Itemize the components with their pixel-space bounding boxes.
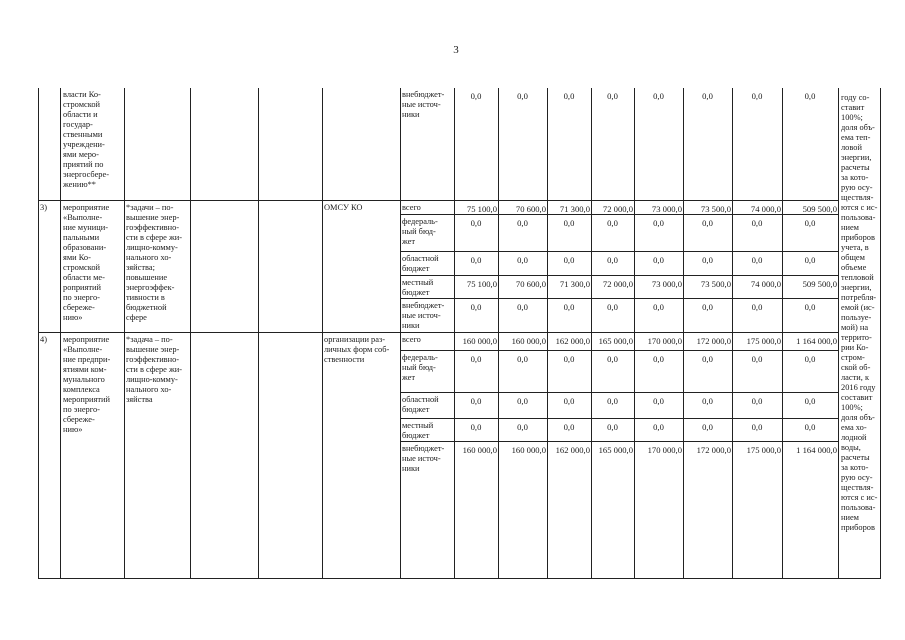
budget-value-cell: 165 000,0 — [598, 336, 633, 346]
budget-value-cell: 73 000,0 — [651, 279, 682, 289]
budget-value-cell: 0,0 — [517, 255, 528, 265]
budget-value-cell: 1 164 000,0 — [796, 336, 837, 346]
budget-value-cell: 162 000,0 — [555, 445, 590, 455]
budget-value-cell: 0,0 — [653, 396, 664, 406]
budget-value-cell: 0,0 — [751, 302, 763, 312]
row-number: 4) — [40, 335, 47, 344]
budget-value-cell: 175 000,0 — [746, 336, 781, 346]
budget-value-cell: 0,0 — [702, 354, 713, 364]
budget-value-cell: 160 000,0 — [462, 336, 497, 346]
budget-value-cell: 0,0 — [607, 218, 618, 228]
col-line — [190, 88, 191, 579]
col-line — [782, 88, 783, 579]
page-number: 3 — [453, 44, 459, 56]
budget-value-cell: 70 600,0 — [515, 204, 546, 214]
budget-value-cell: 509 500,0 — [802, 279, 837, 289]
col-line — [591, 88, 592, 579]
budget-value-cell: 0,0 — [563, 302, 575, 312]
subrow-line — [400, 298, 838, 299]
budget-value-cell: 0,0 — [607, 255, 618, 265]
budget-value-cell: 0,0 — [470, 354, 482, 364]
budget-value-cell: 0,0 — [470, 396, 482, 406]
source-label: внебюджет- ные источ- ники — [402, 301, 445, 330]
source-label: внебюджет- ные источ- ники — [402, 90, 445, 119]
measure-name: мероприятие «Выполне- ние предпри- ятиями ком- мунального комплекса мероприятий по энерго- сбереже- нию» — [63, 335, 111, 434]
budget-value-cell: 170 000,0 — [647, 445, 682, 455]
budget-value-cell: 175 000,0 — [746, 445, 781, 455]
budget-value-cell: 0,0 — [517, 302, 528, 312]
col-line — [838, 88, 839, 579]
budget-value-cell: 75 100,0 — [466, 204, 497, 214]
subrow-line — [400, 251, 838, 252]
row-line — [38, 332, 838, 333]
budget-value-cell: 0,0 — [563, 354, 575, 364]
measure-task: *задачи – по- вышение энер- гоэффективно- сти в сфере жи- лищно-комму- нального хо- зяйства; повышение энергоэффек- тивности в бюджетной сфере — [126, 203, 183, 322]
budget-value-cell: 0,0 — [607, 91, 618, 101]
budget-value-cell: 160 000,0 — [462, 445, 497, 455]
budget-value-cell: 0,0 — [751, 396, 763, 406]
budget-value-cell: 0,0 — [702, 91, 713, 101]
col-line — [454, 88, 455, 579]
source-label: местный бюджет — [402, 421, 434, 440]
budget-value-cell: 0,0 — [653, 91, 664, 101]
budget-value-cell: 0,0 — [804, 422, 816, 432]
budget-value-cell: 0,0 — [751, 255, 763, 265]
budget-value-cell: 0,0 — [804, 91, 816, 101]
subrow-line — [400, 214, 838, 215]
budget-value-cell: 73 000,0 — [651, 204, 682, 214]
budget-value-cell: 72 000,0 — [602, 279, 633, 289]
budget-value-cell: 0,0 — [751, 91, 763, 101]
budget-value-cell: 0,0 — [804, 218, 816, 228]
subrow-line — [400, 392, 838, 393]
executor: ОМСУ КО — [324, 203, 363, 212]
source-label: областной бюджет — [402, 254, 439, 273]
source-label: всего — [402, 335, 421, 344]
budget-value-cell: 0,0 — [563, 396, 575, 406]
source-label: федераль- ный бюд- жет — [402, 353, 438, 382]
budget-value-cell: 0,0 — [702, 218, 713, 228]
budget-value-cell: 0,0 — [804, 302, 816, 312]
budget-value-cell: 509 500,0 — [802, 204, 837, 214]
col-line — [547, 88, 548, 579]
result-indicator-text: году со- ставит 100%; доля объ- ема теп- ловой энергии, расчеты за кото- рую осу- ществля- ются с ис- пользова- нием приборов учета, в общем объеме тепловой энергии, потребля- емой (ис- пользуе- мой) на террито- рии Ко- стром- ской об- ласти, к 2016 году составит 100%; доля объ- ема хо- лодной воды, расчеты за кото- рую осу- ществля- ются с ис- пользова- нием приборов — [841, 93, 878, 532]
budget-value-cell: 0,0 — [470, 91, 482, 101]
source-label: федераль- ный бюд- жет — [402, 217, 438, 246]
col-line — [400, 88, 401, 579]
col-line — [60, 88, 61, 579]
source-label: местный бюджет — [402, 278, 434, 297]
col-line — [498, 88, 499, 579]
budget-table — [38, 88, 880, 579]
budget-value-cell: 0,0 — [563, 422, 575, 432]
row-line — [38, 578, 880, 579]
budget-value-cell: 172 000,0 — [696, 336, 731, 346]
col-line — [322, 88, 323, 579]
measure-task: *задача – по- вышение энер- гоэффективно- сти в сфере жи- лищно-комму- нального хо- зяйства — [126, 335, 183, 404]
budget-value-cell: 0,0 — [653, 302, 664, 312]
budget-value-cell: 0,0 — [517, 91, 528, 101]
row-number: 3) — [40, 203, 47, 212]
budget-value-cell: 73 500,0 — [700, 279, 731, 289]
budget-value-cell: 0,0 — [751, 354, 763, 364]
budget-value-cell: 1 164 000,0 — [796, 445, 837, 455]
budget-value-cell: 0,0 — [607, 302, 618, 312]
budget-value-cell: 0,0 — [751, 422, 763, 432]
budget-value-cell: 0,0 — [653, 255, 664, 265]
subrow-line — [400, 418, 838, 419]
col-line — [634, 88, 635, 579]
budget-value-cell: 0,0 — [804, 255, 816, 265]
subrow-line — [400, 350, 838, 351]
col-line — [880, 88, 881, 579]
budget-value-cell: 0,0 — [470, 422, 482, 432]
budget-value-cell: 0,0 — [607, 396, 618, 406]
budget-value-cell: 0,0 — [702, 396, 713, 406]
col-line — [732, 88, 733, 579]
budget-value-cell: 0,0 — [804, 354, 816, 364]
executor: организации раз- личных форм соб- ственности — [324, 335, 390, 364]
budget-value-cell: 160 000,0 — [511, 445, 546, 455]
budget-value-cell: 0,0 — [653, 422, 664, 432]
budget-value-cell: 0,0 — [470, 218, 482, 228]
source-label: всего — [402, 203, 421, 212]
budget-value-cell: 0,0 — [517, 422, 528, 432]
budget-value-cell: 0,0 — [607, 354, 618, 364]
budget-value-cell: 74 000,0 — [750, 279, 781, 289]
budget-value-cell: 0,0 — [563, 91, 575, 101]
measure-name: мероприятие «Выполне- ние муници- пальными образовани- ями Ко- стромской области ме- роприятий по энерго- сбереже- нию» — [63, 203, 110, 322]
budget-value-cell: 0,0 — [470, 302, 482, 312]
budget-value-cell: 0,0 — [702, 255, 713, 265]
budget-value-cell: 73 500,0 — [700, 204, 731, 214]
budget-value-cell: 72 000,0 — [602, 204, 633, 214]
source-label: областной бюджет — [402, 395, 439, 414]
budget-value-cell: 162 000,0 — [555, 336, 590, 346]
budget-value-cell: 0,0 — [653, 218, 664, 228]
budget-value-cell: 172 000,0 — [696, 445, 731, 455]
row-line — [38, 200, 838, 201]
budget-value-cell: 71 300,0 — [559, 279, 590, 289]
source-label: внебюджет- ные источ- ники — [402, 444, 445, 473]
budget-value-cell: 0,0 — [517, 354, 528, 364]
measure-name: власти Ко- стромской области и государ- ственными учреждени- ями меро- приятий по энергосбере- жению** — [63, 90, 109, 189]
subrow-line — [400, 275, 838, 276]
budget-value-cell: 0,0 — [517, 396, 528, 406]
budget-value-cell: 71 300,0 — [559, 204, 590, 214]
col-line — [38, 88, 39, 579]
col-line — [258, 88, 259, 579]
budget-value-cell: 0,0 — [563, 218, 575, 228]
budget-value-cell: 74 000,0 — [750, 204, 781, 214]
budget-value-cell: 0,0 — [702, 302, 713, 312]
budget-value-cell: 70 600,0 — [515, 279, 546, 289]
col-line — [683, 88, 684, 579]
budget-value-cell: 0,0 — [517, 218, 528, 228]
budget-value-cell: 160 000,0 — [511, 336, 546, 346]
budget-value-cell: 0,0 — [470, 255, 482, 265]
subrow-line — [400, 441, 838, 442]
budget-value-cell: 0,0 — [702, 422, 713, 432]
budget-value-cell: 170 000,0 — [647, 336, 682, 346]
budget-value-cell: 0,0 — [563, 255, 575, 265]
budget-value-cell: 0,0 — [653, 354, 664, 364]
budget-value-cell: 165 000,0 — [598, 445, 633, 455]
col-line — [124, 88, 125, 579]
budget-value-cell: 0,0 — [804, 396, 816, 406]
budget-value-cell: 0,0 — [751, 218, 763, 228]
budget-value-cell: 0,0 — [607, 422, 618, 432]
budget-value-cell: 75 100,0 — [466, 279, 497, 289]
